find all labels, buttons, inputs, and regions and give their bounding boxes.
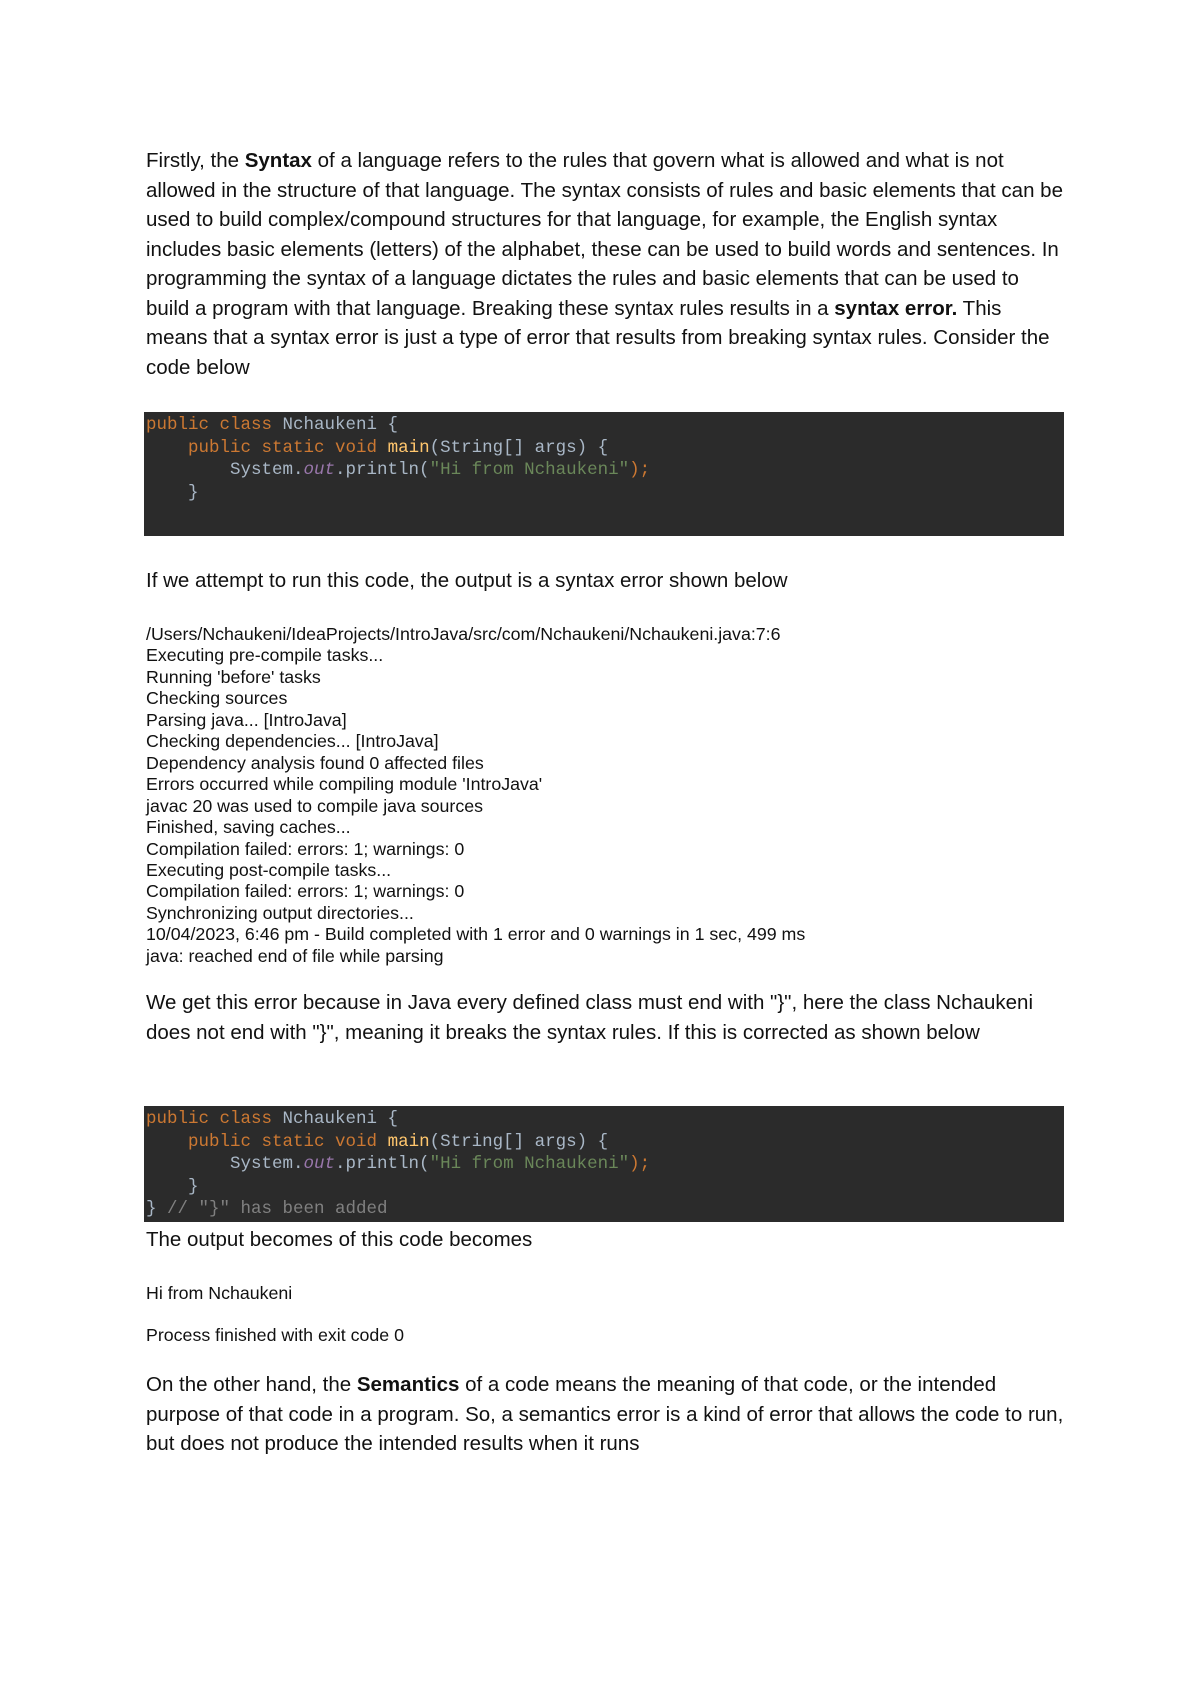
paragraph-syntax-definition [146,146,1066,382]
log-line: javac 20 was used to compile java sources [146,795,484,816]
compiler-output-log [146,624,805,967]
paragraph-run-intro: If we attempt to run this code, the output is a syntax error shown below [146,569,788,592]
text: On the other hand, the [146,1373,357,1396]
code-indent [146,438,188,458]
code-line [146,1198,1064,1221]
code-indent [146,1132,188,1152]
log-line: Executing post-compile tasks... [146,859,392,880]
code-text: Nchaukeni { [282,415,399,435]
code-text: (String[] args) { [429,1131,609,1152]
log-line: Checking sources [146,688,288,709]
code-keyword: public class [146,415,283,435]
code-field: out [303,460,336,480]
code-punct: ); [629,1154,651,1174]
process-exit-line: Process finished with exit code 0 [146,1325,404,1345]
code-text: Nchaukeni { [282,1109,399,1129]
code-line [146,437,1064,460]
paragraph-error-explanation: We get this error because in Java every defined class must end with "}", here the class Nchaukeni does not end with "}", meaning it breaks the syntax rules. If this is corrected as shown below [146,991,1034,1044]
log-line: /Users/Nchaukeni/IdeaProjects/IntroJava/src/com/Nchaukeni/Nchaukeni.java:7:6 [146,624,781,644]
code-line [146,459,1064,482]
log-line: 10/04/2023, 6:46 pm - Build completed with 1 error and 0 warnings in 1 sec, 499 ms [146,924,806,945]
code-text: System. [230,1154,304,1174]
log-line: Finished, saving caches... [146,817,351,838]
code-function: main [387,1131,430,1152]
code-comment: // "}" has been added [167,1199,388,1219]
code-line [146,1176,1064,1199]
text: This means that a syntax error is just a type of error that results from breaking syntax rules. Consider the code below [146,296,1050,379]
paragraph-semantics-definition [146,1370,1066,1459]
log-line: Errors occurred while compiling module 'IntroJava' [146,774,543,795]
code-line [146,414,1064,437]
log-line: Compilation failed: errors: 1; warnings: 0 [146,838,465,859]
code-text: } [146,482,199,503]
code-line [146,1108,1064,1131]
log-line: Checking dependencies... [IntroJava] [146,731,439,752]
code-field: out [303,1154,336,1174]
log-line: Dependency analysis found 0 affected files [146,752,484,773]
bold-term-syntax: Syntax [244,149,312,172]
bold-term-semantics: Semantics [356,1373,460,1396]
bold-term-syntax-error: syntax error. [834,296,958,320]
code-indent [146,1154,230,1174]
code-line [146,1131,1064,1154]
text: of a code means the meaning of that code, or the intended purpose of that code in a program. So, a semantics error is a kind of error that allows the code to run, but does not produce the intended results when it runs [146,1373,1064,1455]
code-block-corrected [144,1106,1064,1222]
code-line [146,1153,1064,1176]
code-keyword: public static void [188,1131,388,1152]
text: Firstly, the [146,149,245,172]
code-line [146,482,1064,505]
log-line: Parsing java... [IntroJava] [146,709,347,730]
code-text: (String[] args) { [429,437,609,458]
code-text: } [146,1199,168,1219]
log-line: java: reached end of file while parsing [146,945,444,966]
log-line: Synchronizing output directories... [146,902,414,923]
program-output-line: Hi from Nchaukeni [146,1283,293,1303]
code-text: .println( [335,1154,430,1174]
code-punct: ); [629,460,651,480]
log-line: Running 'before' tasks [146,666,321,687]
code-keyword: public static void [188,437,388,458]
text: of a language refers to the rules that govern what is allowed and what is not allowed in the structure of that language. The syntax consists of rules and basic elements that can be used to build complex/compound structures for that language, for example, the English syntax includes basic elements (letters) of the alphabet, these can be used to build words and sentences. In programming the syntax of a language dictates the rules and basic elements that can be used to build a program with that language. Breaking these syntax rules results in a [146,149,1063,320]
code-indent [146,460,230,480]
code-string: "Hi from Nchaukeni" [429,1154,630,1174]
code-text: } [146,1176,199,1197]
code-text: System. [230,460,304,480]
log-line: Compilation failed: errors: 1; warnings: 0 [146,881,465,902]
code-string: "Hi from Nchaukeni" [429,460,630,480]
code-text: .println( [335,460,430,480]
code-keyword: public class [146,1109,283,1129]
log-line: Executing pre-compile tasks... [146,645,384,666]
code-block-broken [144,412,1064,536]
code-function: main [387,437,430,458]
paragraph-output-intro: The output becomes of this code becomes [146,1228,533,1251]
